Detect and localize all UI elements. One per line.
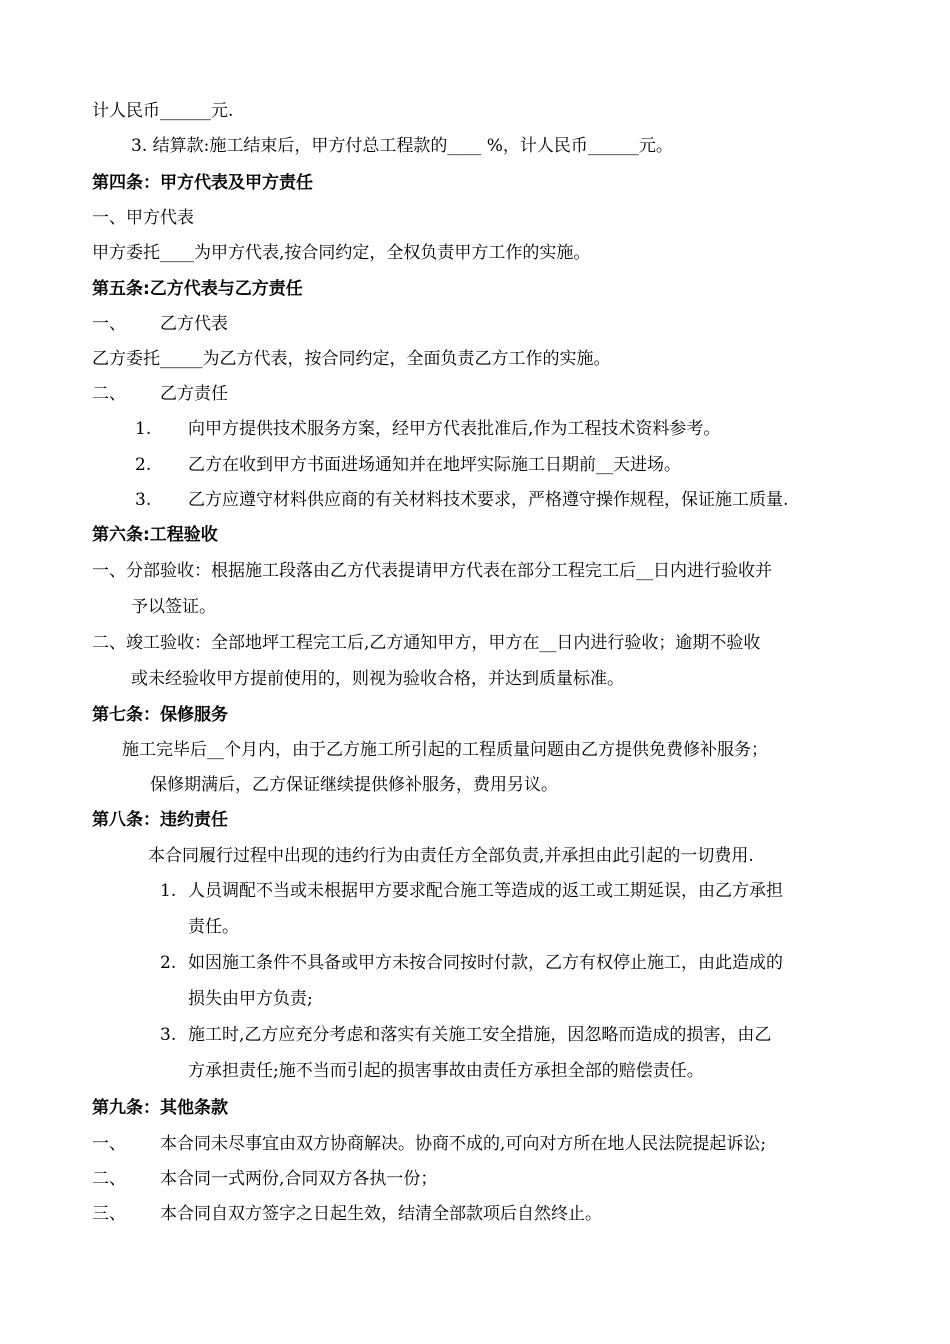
party-b-responsibility-heading: 乙方责任 — [160, 384, 228, 404]
article-9-heading: 第九条：其他条款 — [92, 1098, 228, 1118]
partial-acceptance-line-1: 一、分部验收：根据施工段落由乙方代表提请甲方代表在部分工程完工后__日内进行验收并 — [92, 561, 772, 581]
party-a-representative-heading: 一、甲方代表 — [92, 208, 194, 228]
responsibility-item-1: 向甲方提供技术服务方案，经甲方代表批准后,作为工程技术资料参考。 — [188, 419, 721, 439]
article-5-heading: 第五条:乙方代表与乙方责任 — [92, 279, 303, 299]
warranty-line-2: 保修期满后，乙方保证继续提供修补服务，费用另议。 — [150, 775, 558, 795]
other-clause-3: 本合同自双方签字之日起生效，结清全部款项后自然终止。 — [160, 1204, 602, 1224]
list-number: 1. — [135, 419, 152, 439]
article-6-heading: 第六条:工程验收 — [92, 525, 218, 545]
breach-item-1-line-1: 人员调配不当或未根据甲方要求配合施工等造成的返工或工期延误，由乙方承担 — [188, 881, 783, 901]
list-number: 3. — [160, 1025, 177, 1045]
list-number: 3. — [135, 490, 152, 510]
party-b-representative-heading: 乙方代表 — [160, 314, 228, 334]
breach-item-1-line-2: 责任。 — [188, 917, 239, 937]
other-clause-1: 本合同未尽事宜由双方协商解决。协商不成的,可向对方所在地人民法院提起诉讼; — [160, 1134, 767, 1154]
final-acceptance-line-2: 或未经验收甲方提前使用的，则视为验收合格，并达到质量标准。 — [131, 669, 624, 689]
breach-item-2-line-1: 如因施工条件不具备或甲方未按合同按时付款，乙方有权停止施工，由此造成的 — [188, 953, 783, 973]
warranty-line-1: 施工完毕后__个月内，由于乙方施工所引起的工程质量问题由乙方提供免费修补服务； — [122, 740, 768, 760]
article-4-heading: 第四条：甲方代表及甲方责任 — [92, 173, 313, 193]
final-acceptance-line-1: 二、竣工验收：全部地坪工程完工后,乙方通知甲方，甲方在__日内进行验收；逾期不验收 — [92, 633, 761, 653]
article-7-heading: 第七条：保修服务 — [92, 705, 228, 725]
responsibility-item-3: 乙方应遵守材料供应商的有关材料技术要求，严格遵守操作规程，保证施工质量. — [188, 490, 789, 510]
breach-item-3-line-2: 方承担责任;施不当而引起的损害事故由责任方承担全部的赔偿责任。 — [188, 1061, 704, 1081]
settlement-payment-line: 3. 结算款:施工结束后，甲方付总工程款的____ %，计人民币______元。 — [131, 136, 673, 156]
list-marker: 二、 — [92, 1169, 126, 1189]
list-marker: 二、 — [92, 384, 126, 404]
party-b-representative-text: 乙方委托_____为乙方代表，按合同约定，全面负责乙方工作的实施。 — [92, 349, 611, 369]
breach-intro: 本合同履行过程中出现的违约行为由责任方全部负责,并承担由此引起的一切费用. — [148, 846, 754, 866]
breach-item-3-line-1: 施工时,乙方应充分考虑和落实有关施工安全措施，因忽略而造成的损害，由乙 — [188, 1025, 772, 1045]
party-a-representative-text: 甲方委托____为甲方代表,按合同约定，全权负责甲方工作的实施。 — [92, 243, 591, 263]
responsibility-item-2: 乙方在收到甲方书面进场通知并在地坪实际施工日期前__天进场。 — [188, 455, 681, 475]
list-number: 2. — [135, 455, 152, 475]
partial-acceptance-line-2: 予以签证。 — [131, 597, 216, 617]
other-clause-2: 本合同一式两份,合同双方各执一份； — [160, 1169, 438, 1189]
article-8-heading: 第八条：违约责任 — [92, 810, 228, 830]
list-number: 1. — [160, 881, 177, 901]
list-marker: 一、 — [92, 314, 126, 334]
payment-amount-line: 计人民币______元. — [92, 101, 234, 121]
list-marker: 一、 — [92, 1134, 126, 1154]
list-number: 2. — [160, 953, 177, 973]
breach-item-2-line-2: 损失由甲方负责; — [188, 989, 313, 1009]
list-marker: 三、 — [92, 1204, 126, 1224]
